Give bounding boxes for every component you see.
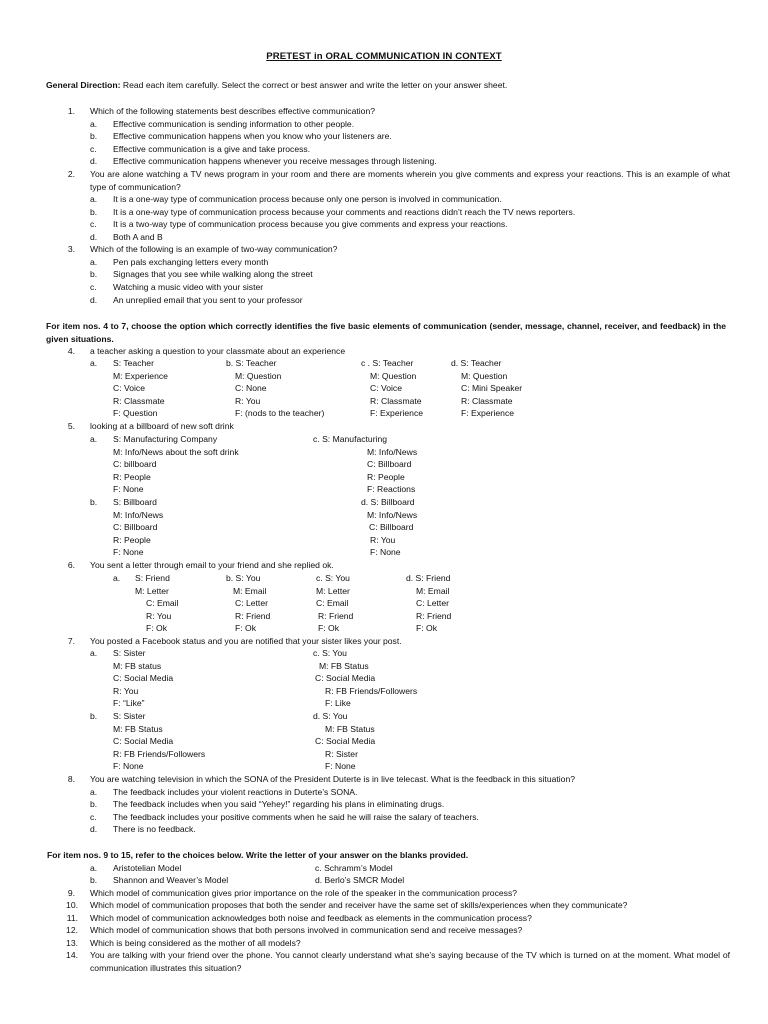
element-message: M: Question <box>370 370 417 381</box>
choice-text: Effective communication happens when you know who your listeners are. <box>113 131 392 141</box>
question-text: looking at a billboard of new soft drink <box>90 421 234 431</box>
choice-letter: c. <box>90 144 97 154</box>
element-sender: b. S: You <box>226 573 261 583</box>
element-receiver: R: Sister <box>325 748 358 759</box>
choice-b-elements <box>226 572 270 635</box>
instructions-items-9-15: For item nos. 9 to 15, refer to the choices below. Write the letter of your answer on the blanks provided. <box>47 850 469 860</box>
choice-letter: b. <box>90 497 98 507</box>
question-text: Which model of communication proposes that both the sender and receiver have the same set of skills/experiences when they communicate? <box>90 900 628 910</box>
choice-text: Watching a music video with your sister <box>113 282 264 292</box>
choice-d-elements <box>406 572 451 635</box>
element-feedback: F: None <box>370 547 401 558</box>
choice-c-elements <box>361 357 423 420</box>
element-sender: S: Friend <box>135 573 170 583</box>
choice-a-elements <box>113 647 173 710</box>
element-message: M: Info/News about the soft drink <box>113 446 239 457</box>
choice-letter: a. <box>113 573 121 583</box>
element-sender: b. S: Teacher <box>226 358 277 368</box>
choice-letter: b. <box>90 711 98 721</box>
element-message: M: Info/News <box>367 446 418 457</box>
question-text: You posted a Facebook status and you are notified that your sister likes your post. <box>90 636 402 646</box>
element-sender: S: Teacher <box>113 358 154 368</box>
element-channel: C: Social Media <box>315 736 376 747</box>
element-channel: C: Social Media <box>113 673 174 684</box>
element-feedback: F: Experience <box>370 408 424 419</box>
element-sender: S: Billboard <box>113 497 157 507</box>
general-direction <box>46 79 736 92</box>
choice-d-elements <box>361 496 417 559</box>
element-feedback: F: None <box>113 761 144 772</box>
element-sender: d. S: Teacher <box>451 358 502 368</box>
element-message: M: Letter <box>135 585 169 596</box>
element-feedback: F: None <box>113 484 144 495</box>
choice-b-elements <box>113 496 163 559</box>
choice-text: Both A and B <box>113 232 163 242</box>
element-channel: C: Voice <box>370 383 403 394</box>
choice-text: Aristotelian Model <box>113 863 182 873</box>
element-receiver: R: People <box>113 534 151 545</box>
element-channel: C: Email <box>146 598 179 609</box>
choice-text: It is a one-way type of communication process because your comments and reactions didn’t reach the TV news reporters. <box>113 207 576 217</box>
element-feedback: F: Question <box>113 408 158 419</box>
choice-text: There is no feedback. <box>113 824 196 834</box>
choice-text: An unreplied email that you sent to your professor <box>113 295 303 305</box>
element-feedback: F: “Like” <box>113 698 145 709</box>
element-channel: C: Billboard <box>367 459 412 470</box>
question-number: 9. <box>67 888 75 898</box>
element-message: M: Question <box>235 370 282 381</box>
element-sender: S: Manufacturing Company <box>113 434 218 444</box>
choice-text: Effective communication happens whenever you receive messages through listening. <box>113 156 437 166</box>
choice-b-elements <box>226 357 324 420</box>
choice-letter: a. <box>90 863 98 873</box>
question-number: 14. <box>66 950 78 960</box>
question-number: 8. <box>67 774 75 784</box>
element-receiver: R: Friend <box>318 610 354 621</box>
element-channel: C: Billboard <box>113 522 158 533</box>
choice-letter: c. <box>90 282 97 292</box>
choice-c-elements <box>313 433 417 496</box>
choice-letter: b. <box>90 799 98 809</box>
question-number: 3. <box>67 244 75 254</box>
element-message: M: Email <box>233 585 267 596</box>
choice-letter: b. <box>90 131 98 141</box>
element-receiver: R: You <box>113 685 139 696</box>
choice-letter: a. <box>90 434 98 444</box>
question-text: Which of the following is an example of two-way communication? <box>90 244 338 254</box>
choice-letter: d. <box>90 295 98 305</box>
choice-letter: c. <box>90 219 97 229</box>
question-text: Which model of communication shows that both persons involved in communication send and receive messages? <box>90 925 523 935</box>
element-message: M: FB Status <box>113 723 163 734</box>
element-channel: C: Letter <box>235 598 268 609</box>
question-number: 6. <box>67 560 75 570</box>
choice-text: Pen pals exchanging letters every month <box>113 257 269 267</box>
element-receiver: R: Classmate <box>113 395 165 406</box>
choice-text: Effective communication is a give and take process. <box>113 144 311 154</box>
element-sender: c. S: You <box>316 573 350 583</box>
choice-letter: d. <box>90 156 98 166</box>
choice-letter: d. <box>90 232 98 242</box>
element-receiver: R: Friend <box>416 610 452 621</box>
element-receiver: R: You <box>146 610 172 621</box>
element-sender: S: Sister <box>113 648 146 658</box>
choice-letter: b. <box>90 269 98 279</box>
choice-letter: a. <box>90 648 98 658</box>
choice-letter: b. <box>90 207 98 217</box>
element-feedback: F: None <box>325 761 356 772</box>
element-message: M: Info/News <box>367 509 418 520</box>
element-channel: C: billboard <box>113 459 157 470</box>
element-receiver: R: FB Friends/Followers <box>325 685 418 696</box>
question-number: 10. <box>66 900 78 910</box>
element-sender: d. S: Friend <box>406 573 451 583</box>
choice-c-elements <box>313 647 417 710</box>
general-direction-text: Read each item carefully. Select the correct or best answer and write the letter on your answer sheet. <box>120 80 508 90</box>
element-message: M: FB Status <box>319 660 369 671</box>
element-feedback: F: Ok <box>416 623 438 634</box>
element-channel: C: Social Media <box>113 736 174 747</box>
question-number: 4. <box>67 346 75 356</box>
choice-text: It is a two-way type of communication process because you give comments and express your reactions. <box>113 219 508 229</box>
choice-text: It is a one-way type of communication process because only one person is involved in communication. <box>113 194 502 204</box>
choice-text: The feedback includes when you said “Yehey!” regarding his plans in eliminating drugs. <box>113 799 445 809</box>
element-feedback: F: None <box>113 547 144 558</box>
element-receiver: R: You <box>370 534 396 545</box>
element-sender: d. S: You <box>313 711 348 721</box>
element-sender: c. S: Manufacturing <box>313 434 388 444</box>
element-channel: C: Billboard <box>369 522 414 533</box>
choice-letter: b. <box>90 875 98 885</box>
element-feedback: F: Ok <box>235 623 257 634</box>
element-receiver: R: Classmate <box>461 395 513 406</box>
choice-text: c. Schramm’s Model <box>315 863 393 873</box>
element-channel: C: Mini Speaker <box>461 383 523 394</box>
question-text: You are alone watching a TV news program in your room and there are moments wherein you give comments and express your reactions. This is an example of what type of communication? <box>90 169 730 192</box>
element-sender: c . S: Teacher <box>361 358 414 368</box>
element-message: M: Info/News <box>113 509 164 520</box>
question-number: 13. <box>66 938 78 948</box>
choice-letter: a. <box>90 194 98 204</box>
question-number: 7. <box>67 636 75 646</box>
element-receiver: R: People <box>113 471 151 482</box>
element-feedback: F: Ok <box>318 623 340 634</box>
question-text: Which model of communication acknowledges both noise and feedback as elements in the communication process? <box>90 913 532 923</box>
choice-text: d. Berlo’s SMCR Model <box>315 875 405 885</box>
question-text: You sent a letter through email to your friend and she replied ok. <box>90 560 334 570</box>
choice-a-elements <box>135 572 178 635</box>
element-message: M: Experience <box>113 370 168 381</box>
question-number: 5. <box>67 421 75 431</box>
choice-d-elements <box>451 357 522 420</box>
choice-a-elements <box>113 357 168 420</box>
element-message: M: FB status <box>113 660 162 671</box>
element-receiver: R: Friend <box>235 610 271 621</box>
element-feedback: F: Like <box>325 698 351 709</box>
element-feedback: F: Ok <box>146 623 168 634</box>
question-text: Which of the following statements best describes effective communication? <box>90 106 376 116</box>
question-number: 1. <box>67 106 75 116</box>
question-text: a teacher asking a question to your classmate about an experience <box>90 346 346 356</box>
element-message: M: Email <box>416 585 450 596</box>
element-sender: S: Sister <box>113 711 146 721</box>
question-text: Which model of communication gives prior importance on the role of the speaker in the communication process? <box>90 888 518 898</box>
element-message: M: FB Status <box>325 723 375 734</box>
question-text: You are talking with your friend over the phone. You cannot clearly understand what she’s saying because of the TV which is turned on at the moment. What model of communication illustrates this situation? <box>90 950 730 973</box>
choice-text: Signages that you see while walking along the street <box>113 269 313 279</box>
choice-text: The feedback includes your positive comments when he said he will raise the salary of teachers. <box>113 812 479 822</box>
question-number: 2. <box>67 169 75 179</box>
element-message: M: Question <box>461 370 508 381</box>
choice-text: Effective communication is sending information to other people. <box>113 119 355 129</box>
element-channel: C: None <box>235 383 267 394</box>
choice-text: The feedback includes your violent reactions in Duterte’s SONA. <box>113 787 358 797</box>
page-title: PRETEST in ORAL COMMUNICATION IN CONTEXT <box>266 51 502 62</box>
element-sender: c. S: You <box>313 648 347 658</box>
choice-letter: a. <box>90 787 98 797</box>
element-receiver: R: Classmate <box>370 395 422 406</box>
element-receiver: R: FB Friends/Followers <box>113 748 206 759</box>
general-direction-label: General Direction: <box>46 80 121 90</box>
element-channel: C: Voice <box>113 383 146 394</box>
element-feedback: F: Experience <box>461 408 515 419</box>
element-receiver: R: People <box>367 471 405 482</box>
question-number: 12. <box>66 925 78 935</box>
question-text: Which is being considered as the mother of all models? <box>90 938 301 948</box>
element-channel: C: Social Media <box>315 673 376 684</box>
element-feedback: F: (nods to the teacher) <box>235 408 325 419</box>
element-channel: C: Email <box>316 598 349 609</box>
choice-a-elements <box>113 433 239 496</box>
element-receiver: R: You <box>235 395 261 406</box>
question-text: You are watching television in which the SONA of the President Duterte is in live telecast. What is the feedback in this situation? <box>90 774 576 784</box>
choice-letter: a. <box>90 257 98 267</box>
choice-text: Shannon and Weaver’s Model <box>113 875 229 885</box>
choice-letter: a. <box>90 358 98 368</box>
choice-letter: c. <box>90 812 97 822</box>
choice-b-elements <box>113 710 205 773</box>
question-number: 11. <box>66 913 78 923</box>
element-feedback: F: Reactions <box>367 484 416 495</box>
instructions-items-4-7: For item nos. 4 to 7, choose the option which correctly identifies the five basic elements of communication (sender, message, channel, receiver, and feedback) in the given situations. <box>46 321 726 344</box>
element-sender: d. S: Billboard <box>361 497 415 507</box>
choice-letter: a. <box>90 119 98 129</box>
element-message: M: Letter <box>316 585 350 596</box>
choice-c-elements <box>316 572 353 635</box>
choice-letter: d. <box>90 824 98 834</box>
choice-d-elements <box>313 710 375 773</box>
element-channel: C: Letter <box>416 598 449 609</box>
